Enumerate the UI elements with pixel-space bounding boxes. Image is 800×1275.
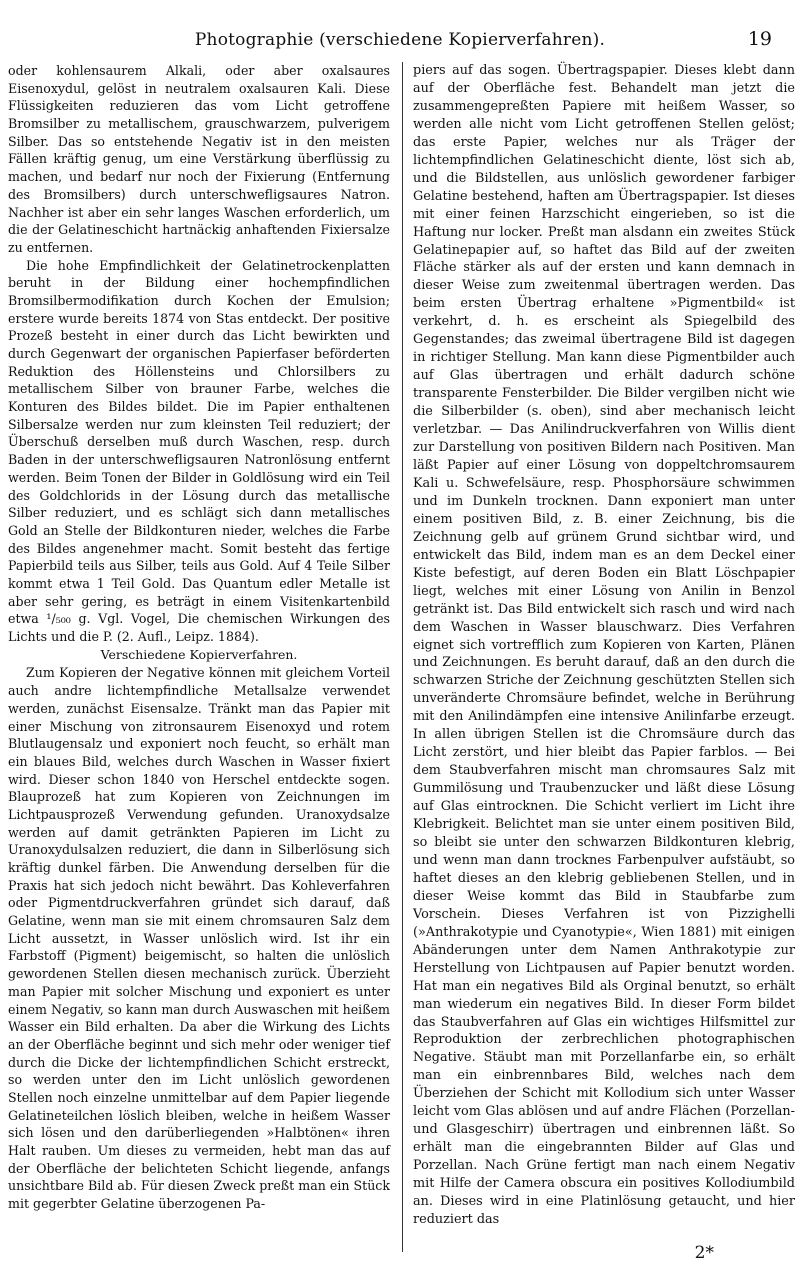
- paragraph: Zum Kopieren der Negative können mit gleichem Vorteil auch andre lichtempfindliche Metallsalze verwendet werden, zunächst Eisensalze. Tränkt man das Papier mit einer Mischung von zitronsaurem Eisenoxyd und rotem Blutlaugensalz und exponiert noch feucht, so erhält man ein blaues Bild, welches durch Waschen in Wasser fixiert wird. Dieser schon 1840 von Herschel entdeckte sogen. Blauprozeß hat zum Kopieren von Zeichnungen im Lichtpausprozeß Verwendung gefunden. Uranoxydsalze werden auf damit getränkten Papieren im Licht zu Uranoxydulsalzen reduziert, die dann in Silberlösung sich kräftig dunkel färben. Die Anwendung derselben für die Praxis hat sich jedoch nicht bewährt. Das Kohleverfahren oder Pigmentdruckverfahren gründet sich darauf, daß Gelatine, wenn man sie mit einem chromsauren Salz dem Licht aussetzt, in Wasser unlöslich wird. Ist ihr ein Farbstoff (Pigment) beigemischt, so halten die unlöslich gewordenen Stellen diesen mechanisch zurück. Überzieht man Papier mit solcher Mischung und exponiert es unter einem Negativ, so kann man durch Auswaschen mit heißem Wasser ein Bild erhalten. Da aber die Wirkung des Lichts an der Oberfläche beginnt und sich mehr oder weniger tief durch die Dicke der lichtempfindlichen Schicht erstreckt, so werden unter den im Licht unlöslich gewordenen Stellen noch einzelne unmittelbar auf dem Papier liegende Gelatineteilchen löslich bleiben, welche in heißem Wasser sich lösen und den darüberliegenden »Halbtönen« ihren Halt rauben. Um dieses zu vermeiden, hebt man das auf der Oberfläche der belichteten Schicht liegende, anfangs unsichtbare Bild ab. Für diesen Zweck preßt man ein Stück mit gegerbter Gelatine überzogenen Pa-: [8, 665, 390, 1212]
- column-divider: [402, 62, 403, 1252]
- section-heading: Verschiedene Kopierverfahren.: [100, 646, 298, 662]
- paragraph: Die hohe Empfindlichkeit der Gelatinetrockenplatten beruht in der Bildung einer hochempfindlichen Bromsilbermodifikation durch Kochen der Emulsion; erstere wurde bereits 1874 von Stas entdeckt. Der positive Prozeß besteht in einer durch das Licht bewirkten und durch Gegenwart der organischen Papierfaser beförderten Reduktion des Höllensteins und Chlorsilbers zu metallischem Silber von brauner Farbe, welches die Konturen des Bildes bildet. Die im Papier enthaltenen Silbersalze werden nur zum kleinsten Teil reduziert; der Überschuß derselben muß durch Waschen, resp. durch Baden in der unterschwefligsauren Natronlösung entfernt werden. Beim Tonen der Bilder in Goldlösung wird ein Teil des Goldchlorids in der Lösung durch das metallische Silber reduziert, und es schlägt sich dann metallisches Gold an Stelle der Bildkonturen nieder, welches die Farbe des Bildes angenehmer macht. Somit besteht das fertige Papierbild teils aus Silber, teils aus Gold. Auf 4 Teile Silber kommt etwa 1 Teil Gold. Das Quantum edler Metalle ist aber sehr gering, es beträgt in einem Visitenkartenbild etwa ¹/₅₀₀ g. Vgl. Vogel, Die chemischen Wirkungen des Lichts und die P. (2. Aufl., Leipz. 1884).: [8, 257, 390, 644]
- paragraph: piers auf das sogen. Übertragspapier. Dieses klebt dann auf der Oberfläche fest. Behandelt man jetzt die zusammengepreßten Papiere mit heißem Wasser, so werden alle nicht vom Licht getroffenen Stellen gelöst; das erste Papier, welches nur als Träger der lichtempfindlichen Gelatineschicht diente, löst sich ab, und die Bildstellen, aus unlöslich gewordener farbiger Gelatine bestehend, haften am Übertragspapier. Ist dieses mit einer feinen Harzschicht eingerieben, so ist die Haftung nur locker. Preßt man alsdann ein zweites Stück Gelatinepapier auf, so haftet das Bild auf der zweiten Fläche stärker als auf der ersten und kann demnach in dieser Weise zum zweitenmal übertragen werden. Das beim ersten Übertrag erhaltene »Pigmentbild« ist verkehrt, d. h. es erscheint als Spiegelbild des Gegenstandes; das zweimal übertragene Bild ist dagegen in richtiger Stellung. Man kann diese Pigmentbilder auch auf Glas übertragen und erhält dadurch schöne transparente Fensterbilder. Die Bilder vergilben nicht wie die Silberbilder (s. oben), sind aber mechanisch leicht verletzbar. — Das Anilindruckverfahren von Willis dient zur Darstellung von positiven Bildern nach Positiven. Man läßt Papier auf einer Lösung von doppeltchromsaurem Kali u. Schwefelsäure, resp. Phosphorsäure schwimmen und im Dunkeln trocknen. Dann exponiert man unter einem positiven Bild, z. B. einer Zeichnung, bis die Zeichnung gelb auf grünem Grund sichtbar wird, und entwickelt das Bild, indem man es an dem Deckel einer Kiste befestigt, auf deren Boden ein Blatt Löschpapier liegt, welches mit einer Lösung von Anilin in Benzol getränkt ist. Das Bild entwickelt sich rasch und wird nach dem Waschen in Wasser blauschwarz. Dies Verfahren eignet sich vortrefflich zum Kopieren von Karten, Plänen und Zeichnungen. Es beruht darauf, daß an den durch die schwarzen Striche der Zeichnung geschützten Stellen sich unveränderte Chromsäure befindet, welche in Berührung mit den Anilindämpfen eine intensive Anilinfarbe erzeugt. In allen übrigen Stellen ist die Chromsäure durch das Licht zerstört, und hier bleibt das Papier farblos. — Bei dem Staubverfahren mischt man chromsaures Salz mit Gummilösung und Traubenzucker und läßt diese Lösung auf Glas eintrocknen. Die Schicht verliert im Licht ihre Klebrigkeit. Belichtet man sie unter einem positiven Bild, so bleibt sie unter den schwarzen Bildkonturen klebrig, und wenn man dann trocknes Farbenpulver aufstäubt, so haftet dieses an den klebrig gebliebenen Stellen, und in dieser Weise kommt das Bild in Staubfarbe zum Vorschein. Dieses Verfahren ist von Pizzighelli (»Anthrakotypie und Cyanotypie«, Wien 1881) mit einigen Abänderungen unter dem Namen Anthrakotypie zur Herstellung von Lichtpausen auf Papier benutzt worden. Hat man ein negatives Bild als Orginal benutzt, so erhält man wiederum ein negatives Bild. In dieser Form bildet das Staubverfahren auf Glas ein wichtiges Hilfsmittel zur Reproduktion der zerbrechlichen photographischen Negative. Stäubt man mit Porzellanfarbe ein, so erhält man ein einbrennbares Bild, welches nach dem Überziehen der Schicht mit Kollodium sich unter Wasser leicht vom Glas ablösen und auf andre Flächen (Porzellan- und Glasgeschirr) übertragen und einbrennen läßt. So erhält man die eingebrannten Bilder auf Glas und Porzellan. Nach Grüne fertigt man nach einem Negativ mit Hilfe der Camera obscura ein positives Kollodiumbild an. Dieses wird in eine Platinlösung getaucht, und hier reduziert das: [413, 63, 795, 1227]
- page-header: [0, 30, 800, 60]
- signature-mark: 2*: [694, 1243, 714, 1263]
- left-column: [8, 62, 390, 1213]
- right-column: [413, 62, 795, 1229]
- paragraph: oder kohlensaurem Alkali, oder aber oxalsaures Eisenoxydul, gelöst in neutralem oxalsauren Kali. Diese Flüssigkeiten reduzieren das vom Licht getroffene Bromsilber zu metallischem, grauschwarzem, pulverigem Silber. Das so entstehende Negativ ist in den meisten Fällen kräftig genug, um eine Verstärkung überflüssig zu machen, und bedarf nur noch der Fixierung (Entfernung des Bromsilbers) durch unterschwefligsaures Natron. Nachher ist aber ein sehr langes Waschen erforderlich, um die der Gelatineschicht hartnäckig anhaftenden Fixiersalze zu entfernen.: [8, 63, 390, 255]
- running-title: Photographie (verschiedene Kopierverfahren).: [194, 30, 606, 50]
- page-number: 19: [747, 28, 772, 50]
